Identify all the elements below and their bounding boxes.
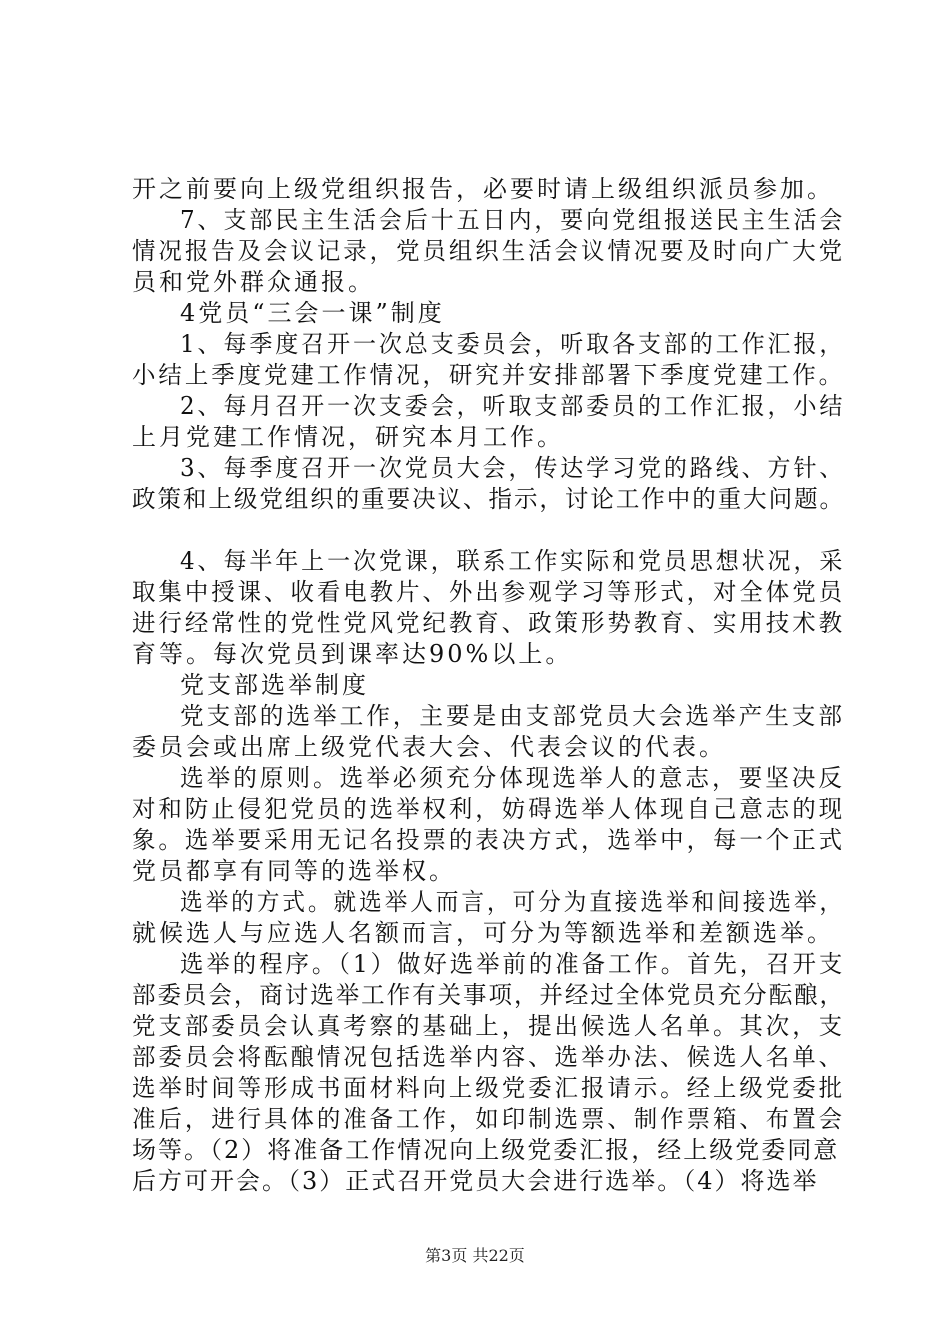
text-line: 情况报告及会议记录，党员组织生活会议情况要及时向广大党 [132, 237, 846, 265]
text-line: 党支部的选举工作，主要是由支部党员大会选举产生支部 [180, 702, 846, 730]
section-heading: 党支部选举制度 [180, 671, 369, 699]
text-line: 选举的方式。就选举人而言，可分为直接选举和间接选举， [180, 888, 846, 916]
text-line: 1、每季度召开一次总支委员会，听取各支部的工作汇报， [180, 330, 846, 358]
text-line: 3、每季度召开一次党员大会，传达学习党的路线、方针、 [180, 454, 846, 482]
text-line: 员和党外群众通报。 [132, 268, 375, 296]
text-line: 育等。每次党员到课率达90%以上。 [132, 640, 573, 668]
text-line: 选举的原则。选举必须充分体现选举人的意志，要坚决反 [180, 764, 846, 792]
text-line: 党员都享有同等的选举权。 [132, 857, 456, 885]
text-line: 4、每半年上一次党课，联系工作实际和党员思想状况，采 [180, 547, 846, 575]
text-line: 委员会或出席上级党代表大会、代表会议的代表。 [132, 733, 726, 761]
text-line: 进行经常性的党性党风党纪教育、政策形势教育、实用技术教 [132, 609, 846, 637]
text-line: 准后，进行具体的准备工作，如印制选票、制作票箱、布置会 [132, 1105, 846, 1133]
text-line: 象。选举要采用无记名投票的表决方式，选举中，每一个正式 [132, 826, 846, 854]
text-line: 2、每月召开一次支委会，听取支部委员的工作汇报，小结 [180, 392, 846, 420]
section-heading: 4党员“三会一课”制度 [180, 299, 445, 327]
text-line: 选举的程序。（1）做好选举前的准备工作。首先，召开支 [180, 950, 846, 978]
text-line: 选举时间等形成书面材料向上级党委汇报请示。经上级党委批 [132, 1074, 846, 1102]
text-line: 党支部委员会认真考察的基础上，提出候选人名单。其次，支 [132, 1012, 846, 1040]
text-line: 上月党建工作情况，研究本月工作。 [132, 423, 564, 451]
text-line: 小结上季度党建工作情况，研究并安排部署下季度党建工作。 [132, 361, 846, 389]
text-line: 场等。（2）将准备工作情况向上级党委汇报，经上级党委同意 [132, 1136, 840, 1164]
text-line: 就候选人与应选人名额而言，可分为等额选举和差额选举。 [132, 919, 834, 947]
text-line: 部委员会将酝酿情况包括选举内容、选举办法、候选人名单、 [132, 1043, 846, 1071]
text-line: 开之前要向上级党组织报告，必要时请上级组织派员参加。 [132, 175, 834, 203]
text-line: 取集中授课、收看电教片、外出参观学习等形式，对全体党员 [132, 578, 846, 606]
text-line: 部委员会，商讨选举工作有关事项，并经过全体党员充分酝酿， [132, 981, 846, 1009]
text-line: 对和防止侵犯党员的选举权利，妨碍选举人体现自己意志的现 [132, 795, 846, 823]
text-line: 政策和上级党组织的重要决议、指示，讨论工作中的重大问题。 [132, 485, 846, 513]
text-line: 后方可开会。（3）正式召开党员大会进行选举。（4）将选举 [132, 1167, 819, 1195]
page-number-footer: 第3页 共22页 [425, 1246, 525, 1265]
text-line: 7、支部民主生活会后十五日内，要向党组报送民主生活会 [180, 206, 846, 234]
